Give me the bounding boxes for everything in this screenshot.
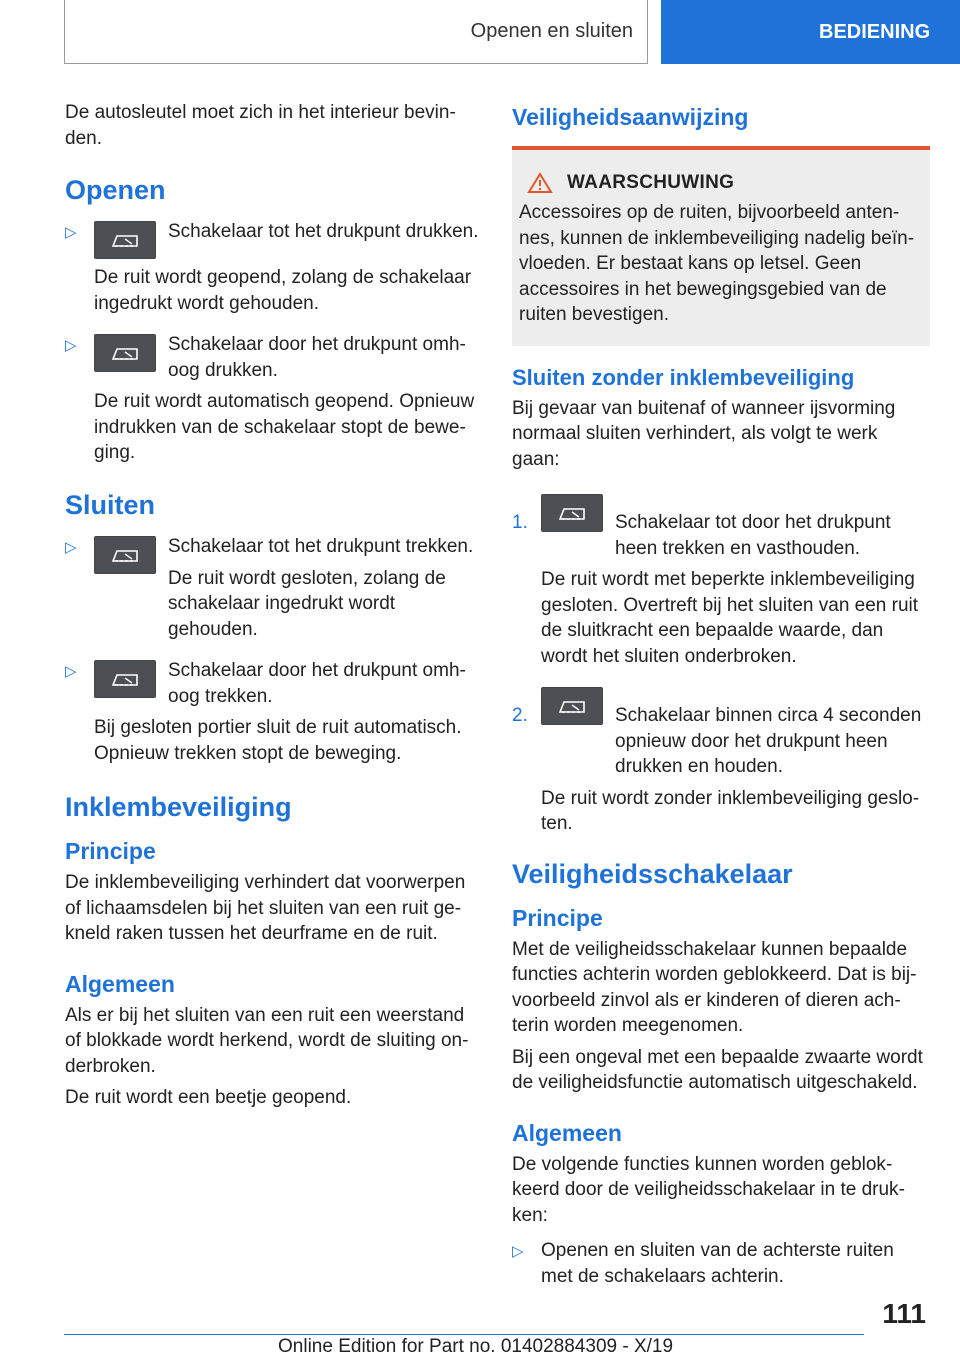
heading-veiligheidsschakelaar: Veiligheidsschakelaar: [512, 858, 793, 889]
list-item: [65, 219, 483, 316]
footer-edition: Online Edition for Part no. 01402884309 - X/19: [278, 1336, 674, 1357]
list-item: [65, 658, 483, 766]
list-item: [65, 534, 483, 643]
heading-principe-vs: Principe: [512, 904, 603, 931]
step-number: 2.: [512, 705, 528, 726]
action-text: Schakelaar tot het drukpunt trekken.: [168, 535, 474, 557]
window-switch-icon: [94, 536, 156, 574]
triangle-bullet-icon: ▷: [65, 663, 77, 680]
result-text: De ruit wordt automatisch geopend. Opnieuw indrukken van de schakelaar stopt de beweging.: [94, 391, 475, 463]
window-switch-icon: [94, 660, 156, 698]
result-text: De ruit wordt gesloten, zolang de schakelaar ingedrukt wordt gehouden.: [168, 567, 446, 640]
action-text: Schakelaar door het drukpunt omhoog drukken.: [168, 334, 466, 381]
heading-inklembeveiliging: Inklembeveiliging: [65, 792, 292, 822]
action-text: Schakelaar tot het drukpunt drukken.: [168, 221, 479, 242]
left-column: [65, 100, 483, 1111]
heading-principe: Principe: [65, 838, 156, 864]
vs-principe-text-2: Bij een ongeval met een bepaalde zwaarte wordt de veiligheidsfunctie automatisch uitgeschakeld.: [512, 1046, 923, 1093]
action-text: Schakelaar binnen circa 4 seconden opnieuw door het drukpunt heen drukken en houden.: [615, 705, 922, 777]
page-number: 111: [882, 1298, 926, 1329]
algemeen-text-1: Als er bij het sluiten van een ruit een weerstand of blokkade wordt herkend, wordt de sluiting onderbroken.: [65, 1004, 469, 1077]
heading-sluiten: Sluiten: [65, 489, 156, 520]
list-item: [512, 492, 930, 669]
list-item: [512, 1238, 930, 1289]
triangle-bullet-icon: ▷: [65, 337, 77, 354]
intro-text: De autosleutel moet zich in het interieur bevinden.: [65, 102, 456, 149]
header-chapter-title: BEDIENING: [819, 20, 931, 43]
warning-label: WAARSCHUWING: [567, 172, 735, 193]
footer-divider: [64, 1334, 864, 1335]
step-number: 1.: [512, 512, 528, 533]
triangle-bullet-icon: ▷: [512, 1243, 524, 1260]
heading-openen: Openen: [65, 175, 166, 205]
action-text: Schakelaar tot door het drukpunt heen trekken en vasthouden.: [615, 512, 891, 559]
list-item: [512, 685, 930, 837]
window-switch-icon: [94, 334, 156, 372]
vs-bullet-text: Openen en sluiten van de achterste ruiten met de schakelaars achterin.: [541, 1240, 894, 1287]
principe-text: De inklembeveiliging verhindert dat voorwerpen of lichaamsdelen bij het sluiten van een ruit gekneld raken tussen het deurframe en de ruit.: [65, 872, 466, 944]
vs-algemeen-text: De volgende functies kunnen worden geblokkeerd door de veiligheidsschakelaar in te drukken:: [512, 1153, 905, 1226]
result-text: De ruit wordt geopend, zolang de schakelaar ingedrukt wordt gehouden.: [94, 267, 472, 314]
result-text: Bij gesloten portier sluit de ruit automatisch. Opnieuw trekken stopt de beweging.: [94, 717, 462, 764]
algemeen-text-2: De ruit wordt een beetje geopend.: [65, 1087, 352, 1108]
window-switch-icon: [541, 494, 603, 532]
result-text: De ruit wordt met beperkte inklembeveiliging gesloten. Overtreft bij het sluiten van een ruit de sluitkracht een bepaalde waarde, dan wordt het sluiten onderbroken.: [541, 569, 919, 667]
heading-sluiten-zonder: Sluiten zonder inklembeveiliging: [512, 364, 855, 390]
heading-veiligheidsaanwijzing: Veiligheidsaanwijzing: [512, 104, 749, 130]
heading-algemeen: Algemeen: [65, 970, 175, 997]
triangle-bullet-icon: ▷: [65, 538, 77, 556]
list-item: [65, 332, 483, 466]
heading-algemeen-vs: Algemeen: [512, 1119, 622, 1146]
window-switch-icon: [541, 687, 603, 725]
result-text: De ruit wordt zonder inklembeveiliging gesloten.: [541, 787, 920, 834]
triangle-bullet-icon: ▷: [65, 224, 77, 241]
vs-principe-text-1: Met de veiligheidsschakelaar kunnen bepaalde functies achterin worden geblokkeerd. Dat is bijvoorbeeld zinvol als er kinderen of dieren achterin worden meegenomen.: [512, 938, 917, 1036]
window-switch-icon: [94, 221, 156, 259]
header-section-title: Openen en sluiten: [470, 20, 633, 42]
header-section: [64, 0, 648, 64]
warning-text: Accessoires op de ruiten, bijvoorbeeld antennes, kunnen de inklembeveiliging nadelig beïnvloeden. Er bestaat kans op letsel. Geen accessoires in het bewegingsgebied van de ruiten bevestigen.: [519, 202, 915, 325]
sluiten-zonder-intro: Bij gevaar van buitenaf of wanneer ijsvorming normaal sluiten verhindert, als volgt te werk gaan:: [512, 397, 896, 470]
action-text: Schakelaar door het drukpunt omhoog trekken.: [168, 660, 466, 707]
right-column: [512, 102, 930, 1305]
warning-box: [512, 146, 930, 346]
warning-triangle-icon: [527, 172, 553, 194]
header-chapter: [661, 0, 960, 64]
